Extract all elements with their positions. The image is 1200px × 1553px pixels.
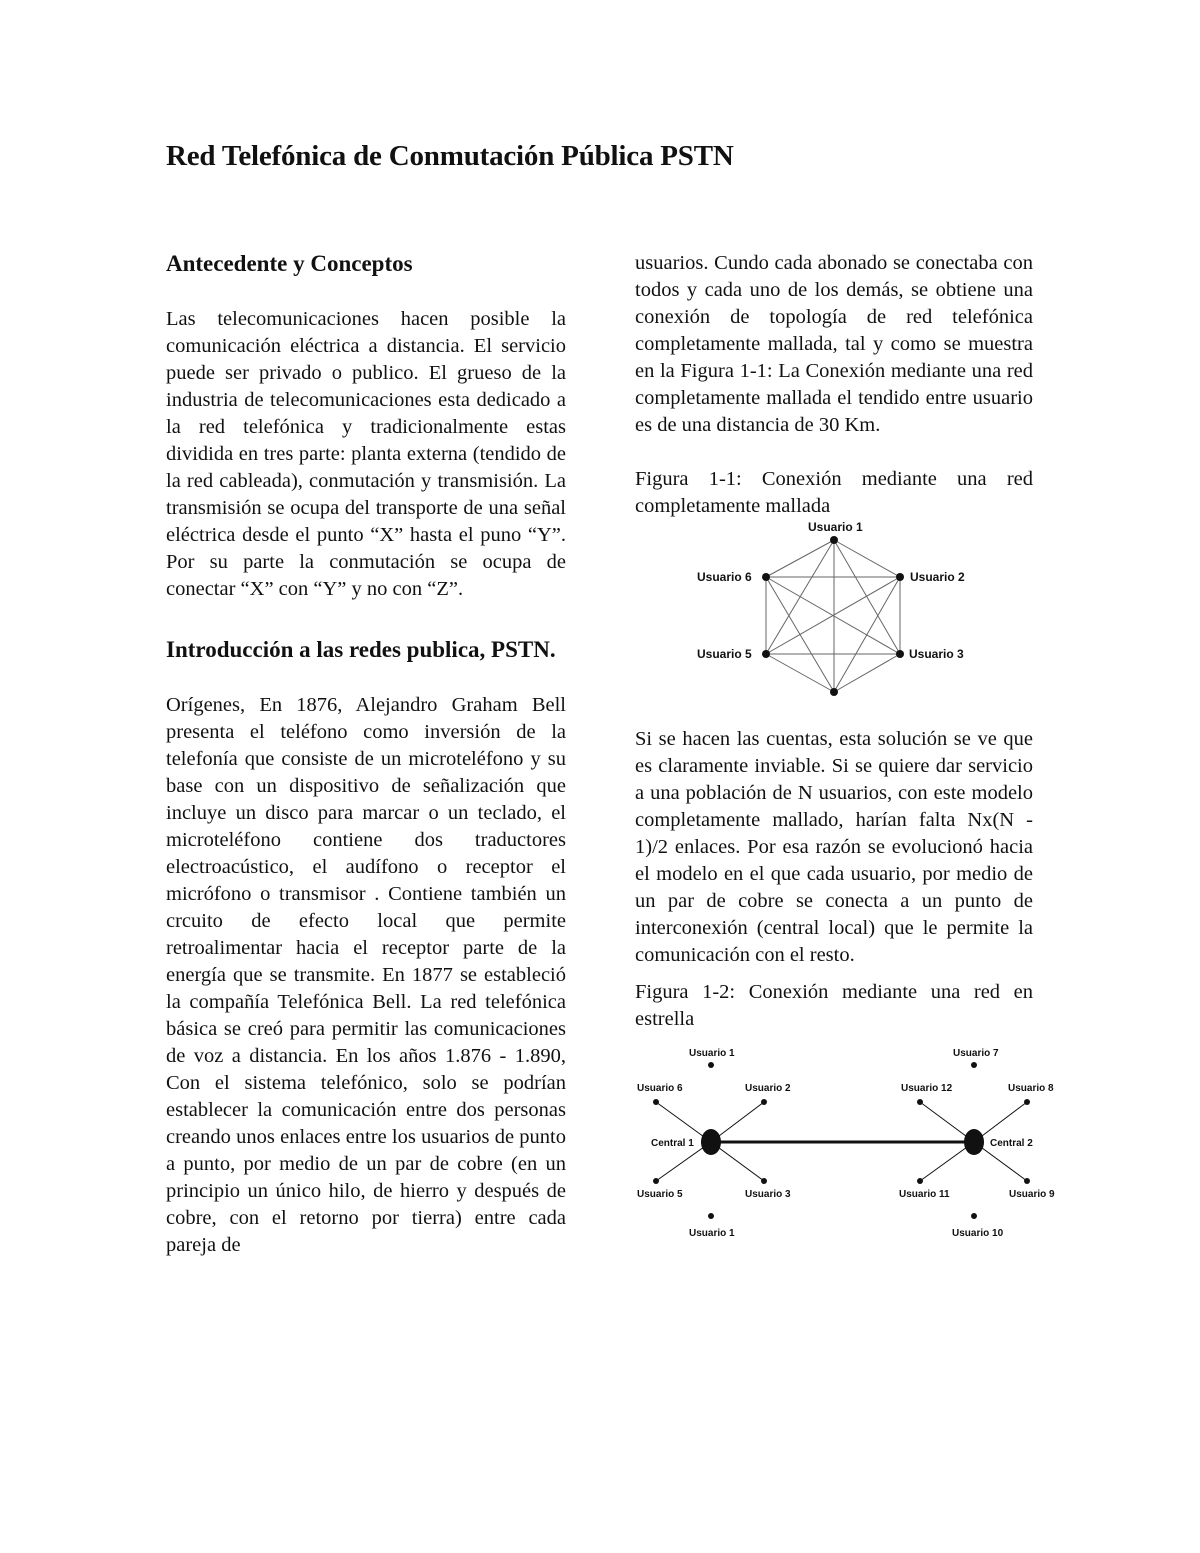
label-usuario-1: Usuario 1 (808, 520, 863, 534)
label-left-upper-left: Usuario 6 (637, 1083, 683, 1094)
figure-1-mesh-diagram (693, 520, 983, 702)
label-left-lower-right: Usuario 3 (745, 1189, 791, 1200)
node-right-bottom (971, 1213, 977, 1219)
label-left-lower-left: Usuario 5 (637, 1189, 683, 1200)
node-right-top (971, 1062, 977, 1068)
node-right-upper-left (917, 1099, 923, 1105)
label-right-lower-right: Usuario 9 (1009, 1189, 1055, 1200)
node-left-top (708, 1062, 714, 1068)
node-left-lower-left (653, 1178, 659, 1184)
node-central-1 (701, 1129, 721, 1155)
label-right-upper-left: Usuario 12 (901, 1083, 953, 1094)
node-right-upper-right (1024, 1099, 1030, 1105)
node-usuario-1 (830, 536, 838, 544)
node-usuario-6 (762, 573, 770, 581)
label-left-top: Usuario 1 (689, 1048, 735, 1059)
paragraph-origenes: Orígenes, En 1876, Alejandro Graham Bell presenta el teléfono como inversión de la telefonía que consiste de un microteléfono y su base con un dispositivo de señalización que incluye un disco para marcar o un teclado, el microteléfono contiene dos traductores electroacústico, el audífono o receptor el micrófono o transmisor . Contiene también un crcuito de efecto local que permite retroalimentar hacia el receptor parte de la energía que se transmite. En 1877 se estableció la compañía Telefónica Bell. La red telefónica básica se creó para permitir las comunicaciones de voz a distancia. En los años 1.876 - 1.890, Con el sistema telefónico, solo se podrían establecer la comunicación entre dos personas creando unos enlaces entre los usuarios de punto a punto, por medio de un par de cobre (en un principio un único hilo, de hierro y después de cobre, con el retorno por tierra) entre cada pareja de (166, 694, 566, 1256)
node-right-lower-left (917, 1178, 923, 1184)
node-usuario-2 (896, 573, 904, 581)
node-left-lower-right (761, 1178, 767, 1184)
node-central-2 (964, 1129, 984, 1155)
node-left-bottom (708, 1213, 714, 1219)
mesh-links (766, 540, 900, 692)
label-usuario-6: Usuario 6 (697, 570, 752, 584)
label-usuario-5: Usuario 5 (697, 647, 752, 661)
heading-antecedentes: Antecedente y Conceptos (166, 251, 413, 276)
label-left-upper-right: Usuario 2 (745, 1083, 791, 1094)
node-usuario-5 (762, 650, 770, 658)
label-right-lower-left: Usuario 11 (899, 1189, 950, 1200)
label-right-center: Central 2 (990, 1138, 1033, 1149)
label-usuario-3: Usuario 3 (909, 647, 964, 661)
label-right-upper-right: Usuario 8 (1008, 1083, 1054, 1094)
node-right-lower-right (1024, 1178, 1030, 1184)
figure-1-caption: Figura 1-1: Conexión mediante una red completamente mallada (635, 468, 1033, 517)
label-left-center: Central 1 (651, 1138, 694, 1149)
page-title: Red Telefónica de Conmutación Pública PSTN (166, 140, 734, 172)
node-usuario-4 (830, 688, 838, 696)
right-column (635, 250, 1055, 1239)
label-usuario-2: Usuario 2 (910, 570, 965, 584)
figure-2-caption: Figura 1-2: Conexión mediante una red en estrella (635, 981, 1033, 1030)
heading-introduccion: Introducción a las redes publica, PSTN. (166, 637, 556, 662)
label-right-bottom: Usuario 10 (952, 1228, 1004, 1239)
node-left-upper-left (653, 1099, 659, 1105)
paragraph-estrella: Si se hacen las cuentas, esta solución se ve que es claramente inviable. Si se quiere dar servicio a una población de N usuarios, con este modelo completamente mallado, harían falta Nx(N - 1)/2 enlaces. Por esa razón se evolucionó hacia el modelo en el que cada usuario, por medio de un par de cobre se conecta a un punto de interconexión (central local) que le permite la comunicación con el resto. (635, 728, 1033, 966)
figure-2-star-diagram (635, 1047, 1059, 1239)
paragraph-mallada: usuarios. Cundo cada abonado se conectaba con todos y cada uno de los demás, se obtiene una conexión de topología de red telefónica completamente mallada, tal y como se muestra en la Figura 1-1: La Conexión mediante una red completamente mallada el tendido entre usuario es de una distancia de 30 Km. (635, 252, 1033, 436)
node-usuario-3 (896, 650, 904, 658)
paragraph-telecomunicaciones: Las telecomunicaciones hacen posible la comunicación eléctrica a distancia. El servicio puede ser privado o publico. El grueso de la industria de telecomunicaciones esta dedicado a la red telefónica y tradicionalmente estas dividida en tres parte: planta externa (tendido de la red cableada), conmutación y transmisión. La transmisión se ocupa del transporte de una señal eléctrica desde el punto “X” hasta el puno “Y”. Por su parte la conmutación se ocupa de conectar “X” con “Y” y no con “Z”. (166, 308, 566, 600)
label-left-bottom: Usuario 1 (689, 1228, 735, 1239)
node-left-upper-right (761, 1099, 767, 1105)
label-right-top: Usuario 7 (953, 1048, 999, 1059)
left-column (166, 248, 566, 1259)
